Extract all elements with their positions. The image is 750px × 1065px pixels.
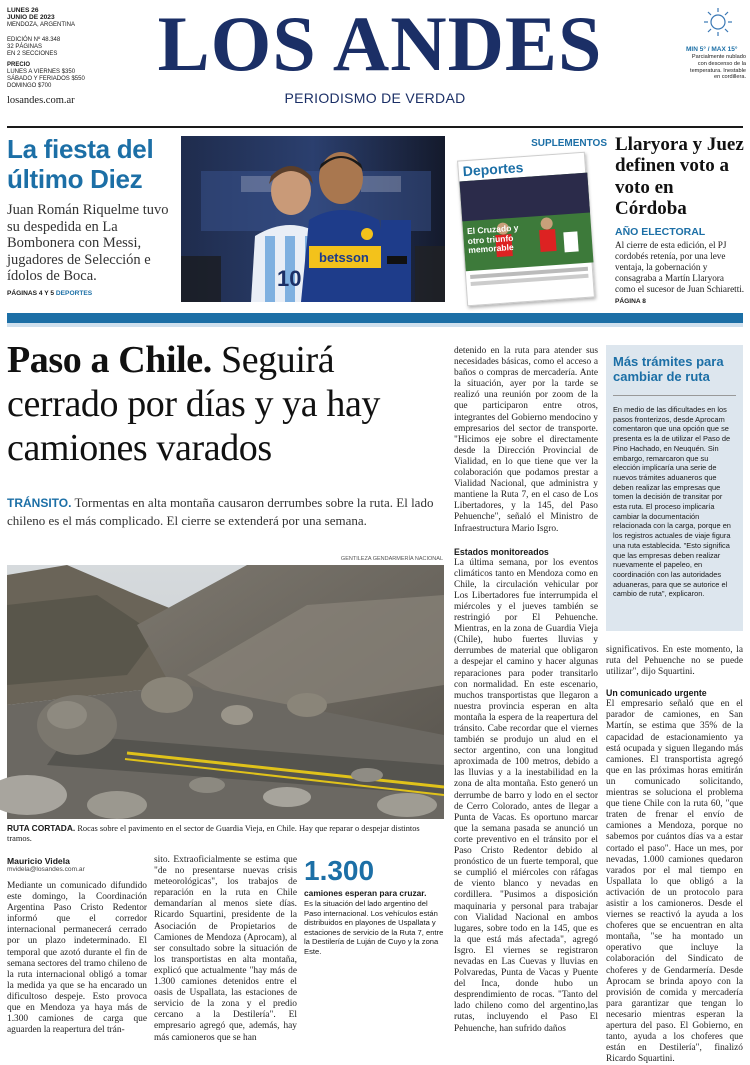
- story-col-3: [454, 346, 598, 1035]
- col-3a-text: detenido en la ruta para atender sus necesidades básicas, como el acceso a baños o compras de mercadería. Ante la situación, ayer por la tarde se realizó una reunión por zoom de la que participaron entre otros, integrantes del Gobierno mendocino y empresarios del sector de transporte. "Hicimos eje sobre el directamente desde la Dirección Provincial de Vialidad, en lo que tiene que ver la colaboración que podamos prestar a Vialidad Nacional, que administra y mantiene la Ruta 7, en el caso de Los Libertadores, y la 145, del Paso Pehuenche", señaló el Ministro de Infraestructura Mario Isgro.: [454, 346, 598, 534]
- teaser-headline: La fiesta del último Diez: [7, 134, 154, 194]
- section-bar: [7, 313, 743, 323]
- page-count: 32 PÁGINAS: [7, 44, 43, 51]
- teaser-body: Al cierre de esta edición, el PJ cordobés retenía, por una leve ventaja, la gobernación y consagraba a Martín Llaryora como el sucesor de Juan Schiaretti.: [615, 239, 745, 294]
- main-headline: [7, 338, 447, 470]
- section-bar-shade: [7, 323, 743, 327]
- main-photo[interactable]: [7, 565, 444, 819]
- teaser-headline: Llaryora y Juez definen voto a voto en Córdoba: [615, 134, 744, 220]
- website: losandes.com.ar: [7, 95, 75, 107]
- headline-rest: Seguirá cerrado por días y ya hay camiones varados: [7, 339, 381, 469]
- col-3b-text: La última semana, por los eventos climáticos tanto en Mendoza como en Chile, la circulación vehicular por Los Libertadores fue interrumpida el miércoles y el jueves también se restringió por El Pehuenche. Mientras, en la zona de Guardia Vieja (Chile), hubo fuertes lluvias y derrumbes de material que obligaron a despejar el camino y hacer algunas reparaciones para poder transitarlo con normalidad. En este escenario, muchos transportistas que llegaron a nuestra provincia esperan en alta montaña la espera de la reapertura del tránsito. Cabe recordar que el viernes también se produjo un alud en el sector argentino, con una longitud aproximada de 100 metros, debido a las lluvias y a la inestabilidad en la zona de alta montaña. Esto generó un derrumbe de barro y lodo en el sector de Cerro Colorado, antes de llegar a Punta de Vacas. Es oportuno marcar que la semana pasada se anunció un corte preventivo en el tránsito por el Paso Cristo Redentor debido al pronóstico de un fuerte temporal, que se cumplió el miércoles con ráfagas de viento blanco y nevadas en cordillera. "Pusimos a disposición maquinaria y personal para trabajar con Vialidad Nacional en ambos lugares, sobre todo en la 145, que es la que está más afectada", agregó Isgro. El viernes se registraron nevadas en Las Cuevas y lluvias en Polvaredas, Punta de Vacas y Puente del Inca, donde hubo un desprendimiento de rocas. "Tanto del lado chileno como del argentino,las rutas, incluyendo el Paso El Pehuenche, han sufrido daños: [454, 557, 598, 1034]
- supplements-label: SUPLEMENTOS: [531, 138, 607, 149]
- sidebar-rule: [613, 395, 736, 396]
- logo: LOS ANDES: [157, 0, 603, 87]
- landslide-photo: [7, 565, 444, 819]
- date-line: LUNES 26: [7, 7, 39, 14]
- date-line: JUNIO DE 2023: [7, 14, 55, 22]
- sidebar-title: Más trámites para cambiar de ruta: [613, 354, 724, 384]
- edition-info: [7, 7, 92, 106]
- teaser-body: Juan Román Riquelme tuvo su despedida en La Bombonera con Messi, jugadores de Selección e ídolos de Boca.: [7, 202, 169, 285]
- headline-bold: Paso a Chile.: [7, 339, 212, 381]
- tagline: PERIODISMO DE VERDAD: [284, 90, 466, 106]
- weather-text: Parcialmente nublado con descenso de la temperatura. Inestable en cordillera.: [690, 54, 746, 81]
- stat-number: 1.300: [304, 855, 375, 886]
- col-1-text: Mediante un comunicado difundido este domingo, la Coordinación Argentina Paso Cristo Redentor informó que el corredor internacional permanecerá cerrado por un plazo indeterminado. El temporal que azotó durante el fin de semana sectores del tramo chileno de la ruta internacional obligó a tomar la medida ya que se ha encarado un dificultoso despeje. Esto provoca que en Mendoza ya haya más de 1.300 camiones de carga que aguarden la reapertura del trán-: [7, 881, 147, 1036]
- subhead-comunicado: Un comunicado urgente: [606, 688, 707, 699]
- col-2-text: sito. Extraoficialmente se estima que "de no presentarse nuevas crisis meteorológicas", los trabajos de reparación en la ruta en Chile demandarían al menos siete días. Ricardo Squartini, presidente de la Asociación de Propietarios de Camiones de Mendoza (Aprocam), al ser consultado sobre la situación de los transportistas en alta montaña, explicó que actualmente "hay más de 1.300 camiones detenidos entre el oasis de Uspallata, las estaciones de servicio de la zona y el predio cercano a la Destilería". El empresario agregó que, además, hay más camioneros que se han: [154, 855, 297, 1043]
- stat-title: camiones esperan para cruzar.: [304, 888, 427, 898]
- teaser-kicker: AÑO ELECTORAL: [615, 225, 706, 238]
- supplement-headline: El Cruzado y otro triunfo memorable: [466, 222, 519, 256]
- location-line: MENDOZA, ARGENTINA: [7, 21, 76, 28]
- teaser-riquelme[interactable]: [7, 134, 177, 297]
- section-count: EN 2 SECCIONES: [7, 51, 58, 58]
- stat-box: [304, 856, 444, 957]
- teaser-pages: PÁGINAS 4 Y 5: [7, 289, 55, 297]
- col-4b-text: El empresario señaló que en el parador de camiones, en San Martín, se estima que 35% de la capacidad de estacionamiento ya está ocupada y siguen llegando más camiones. El transportista agregó que en las próximas horas emitirán un comunicado solicitando, mientras se soluciona el problema que tiene Chile con la ruta 60, "que traten de frenar el envío de camiones a Mendoza, porque no sabemos por cuántos días va a estar cortado el paso". Hace un mes, por nevadas, 1.000 camiones quedaron varados por el mal tiempo en Uspallata lo que obligó a la activación de un protocolo para asistir a los camioneros. Desde el viernes se reactivó la ayuda a los choferes que se encuentran en alta montaña, "se ha montado un operativo que incluye la colaboración del Sindicato de choferes y de Gendarmería. Desde Aprocam se brinda apoyo con la provisión de comida y mercadería para garantizar que tengan lo necesario mientras esperan la apertura del paso. El Gobierno, en tanto, ayuda a los choferes que están en Destilería", finalizó Ricardo Squartini.: [606, 699, 743, 1065]
- photo-credit: GENTILEZA GENDARMERÍA NACIONAL: [340, 556, 443, 562]
- price-title: PRECIO: [7, 61, 31, 68]
- edition-number: EDICIÓN Nº 48.348: [7, 37, 61, 44]
- stat-text: Es la situación del lado argentino del Paso internacional. Los vehículos están distribuidos en playones de Uspallata y estaciones de servicio de la Ruta 7, entre la Destilería de Luján de Cuyo y la zona Este.: [304, 899, 444, 956]
- main-lead: [7, 494, 442, 529]
- masthead-rule: [7, 126, 743, 128]
- weather-temps: MIN 5° / MAX 15°: [686, 46, 738, 53]
- teaser-pages: PÁGINA 8: [615, 297, 646, 305]
- weather: [686, 6, 746, 81]
- lead-text: Tormentas en alta montaña causaron derrumbes sobre la ruta. El lado chileno es el más complicado. El cierre se extenderá por una semana.: [7, 495, 434, 528]
- caption-bold: RUTA CORTADA.: [7, 823, 76, 833]
- subhead-estados: Estados monitoreados: [454, 546, 549, 557]
- price-line: LUNES A VIERNES $350: [7, 68, 76, 75]
- price-line: DOMINGO $700: [7, 83, 52, 90]
- supplement-title: Deportes: [462, 159, 524, 180]
- lead-kicker: TRÁNSITO.: [7, 496, 72, 510]
- caption-text: Rocas sobre el pavimento en el sector de Guardia Vieja, en Chile. Hay que reparar o despejar distintos tramos.: [7, 824, 420, 843]
- sidebar-box: [606, 345, 743, 631]
- supplements[interactable]: [452, 134, 607, 304]
- supplement-cover: [457, 152, 595, 307]
- story-col-4: [606, 645, 743, 1065]
- story-col-1: [7, 856, 147, 1036]
- teaser-cordoba[interactable]: [615, 134, 745, 305]
- byline-email: mvidela@losandes.com.ar: [7, 866, 85, 873]
- price-line: SÁBADO Y FERIADOS $550: [7, 76, 85, 83]
- teaser-photo[interactable]: [181, 136, 445, 302]
- sidebar-body: En medio de las dificultades en los pasos fronterizos, desde Aprocam comentaron que una opción que se presenta es la de utilizar el Paso de Pino Hachado, en Neuquén. Sin embargo, remarcaron que su elección implicaría una serie de nuevos trámites aduaneros que deben realizar las empresas que tomen la decisión de transitar por esta ruta. El proceso implicaría cambiar la documentación relacionada con la carga, porque en los registros actuales de viaje figura una ruta establecida. "Esto significa que las empresas deben realizar nuevamente el papeleo, en coordinación con las autoridades aduaneras, para que se autorice el cambio de ruta", explicaron.: [613, 405, 731, 599]
- byline-name: Mauricio Videla: [7, 856, 70, 866]
- teaser-section: DEPORTES: [55, 289, 93, 297]
- sun-icon: [686, 6, 746, 40]
- riquelme-messi-photo: [181, 136, 445, 302]
- col-4a-text: significativos. En este momento, la ruta del Pehuenche no se puede utilizar", dijo Squartini.: [606, 645, 743, 678]
- svg-text:betsson: betsson: [319, 250, 369, 265]
- photo-caption: [7, 823, 444, 844]
- svg-text:10: 10: [277, 266, 302, 291]
